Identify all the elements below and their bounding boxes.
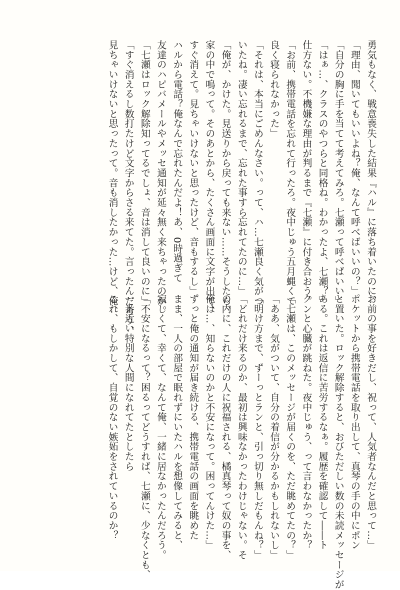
- upper-text-line: ハルから電話？俺なんで忘れたんだよ！あ、0時過ぎて: [171, 40, 183, 283]
- lower-text-line: 「七瀬は、このメッセージが届くのを、ただ眺めてたの？」: [284, 294, 296, 560]
- lower-text-line: 「どれだけ来るのか、最初は興味なかったわけじゃない。そ: [235, 294, 247, 560]
- upper-text-line: 「すぐ消えるし数打たけど文字からさる来てた。言ったんだろう、: [122, 40, 134, 336]
- lower-text-line: ポケットから携帯電話を取り出して、真琴の手の中にポン: [348, 294, 360, 551]
- lower-text-line: まま、一人の部屋で眠れずにいたハルを想像してみると、: [171, 294, 183, 551]
- lower-text-line: 一番近い特別な人間になれてたとしたら: [122, 294, 134, 472]
- lower-text-line: お前の事を好きだし、祝って、人気者なんだと思って…」: [365, 294, 376, 551]
- lower-text-line: 俺は…、知らないのかと不安になって。困ってんけた…」: [203, 294, 215, 551]
- upper-text-line: いたね。凄い忘れるまで、忘れた事すら忘れてたのに…」: [235, 40, 247, 297]
- lower-text-line: と置いた。ロック解除すると、おびただしい数の未読メッセージが: [332, 294, 344, 590]
- upper-text-line: 「はぁ…、クラスのやつらと同格ね。わかったよ、七瀬？」: [316, 40, 328, 306]
- upper-text-block: [20, 40, 378, 336]
- lower-text-line: の内に、これだけの人に祝福される、橘真琴って奴の事を、: [219, 294, 231, 560]
- lower-text-line: ある。これは返信に苦労するなぁ。履歴を確認して――ト: [316, 294, 328, 551]
- upper-text-line: 家の中で鳴って。そのあとから、たくさん画面に文字が出て、: [203, 40, 215, 316]
- lower-text-line: 「明け方まで、ずーっとランと、引っ切り無しだもんね？」: [251, 294, 263, 560]
- lower-text-line: クンと心臓が跳ねた。夜中じゅう、って言わなかったか？: [300, 294, 312, 551]
- upper-text-line: 見ちゃいけないと思ったって。音も消したかった…けど、俺、: [106, 40, 118, 316]
- upper-text-line: 「理由、聞いてもいいよね？俺、なんて呼べばいいの？」: [348, 40, 360, 297]
- upper-text-line: 「それは、本当にごめんなさい。って、ハ…七瀬良く気がつ: [251, 40, 263, 306]
- lower-text-block: [20, 294, 378, 590]
- upper-text-line: 友達のハピバメールやメッセ通知が延々無く来ちゃったのか。: [154, 40, 166, 316]
- upper-text-line: すぐ消えて。見ちゃいけないと思ったけど、音もするし」: [187, 40, 199, 297]
- upper-text-line: 「七瀬はロック解除知ってるでしょ、音は消して良いのに」: [138, 40, 150, 306]
- upper-text-line: 「お前、携帯電話を忘れて行ったろ。夜中じゅう五月蝿くて: [284, 40, 296, 306]
- upper-text-line: 「俺が、かけた。見送りから戻っても来ない……そうしたら、: [219, 40, 231, 316]
- lower-text-line: 「ああ、気がついて、自分の着信が分かるかもしれないし」: [268, 294, 280, 560]
- lower-text-line: 寂しくて、幸くて、なんて俺、一緒に居なかったんだろう。: [154, 294, 166, 560]
- upper-text-line: 良く寝られなかった」: [268, 40, 280, 139]
- lower-text-line: これ、もしかして、自覚のない嫉妬をされているのか？: [106, 294, 118, 541]
- upper-text-line: 仕方ない。不機嫌な理由が判るまで『七瀬』に付き合おう。: [300, 40, 312, 306]
- lower-text-line: ずっと俺の通知が届き続ける、携帯電話の画面を眺めた: [187, 294, 199, 541]
- lower-text-line: 「不安になるって？困るってどうすれば、七瀬に、少なくとも、: [138, 294, 150, 580]
- upper-text-line: 勇気もなく、戦意喪失した結果『ハル』に落ち着いたのに。: [365, 40, 376, 306]
- upper-text-line: 「自分の胸に手を当てて考えてみろ。七瀬って呼べばいい」: [332, 40, 344, 306]
